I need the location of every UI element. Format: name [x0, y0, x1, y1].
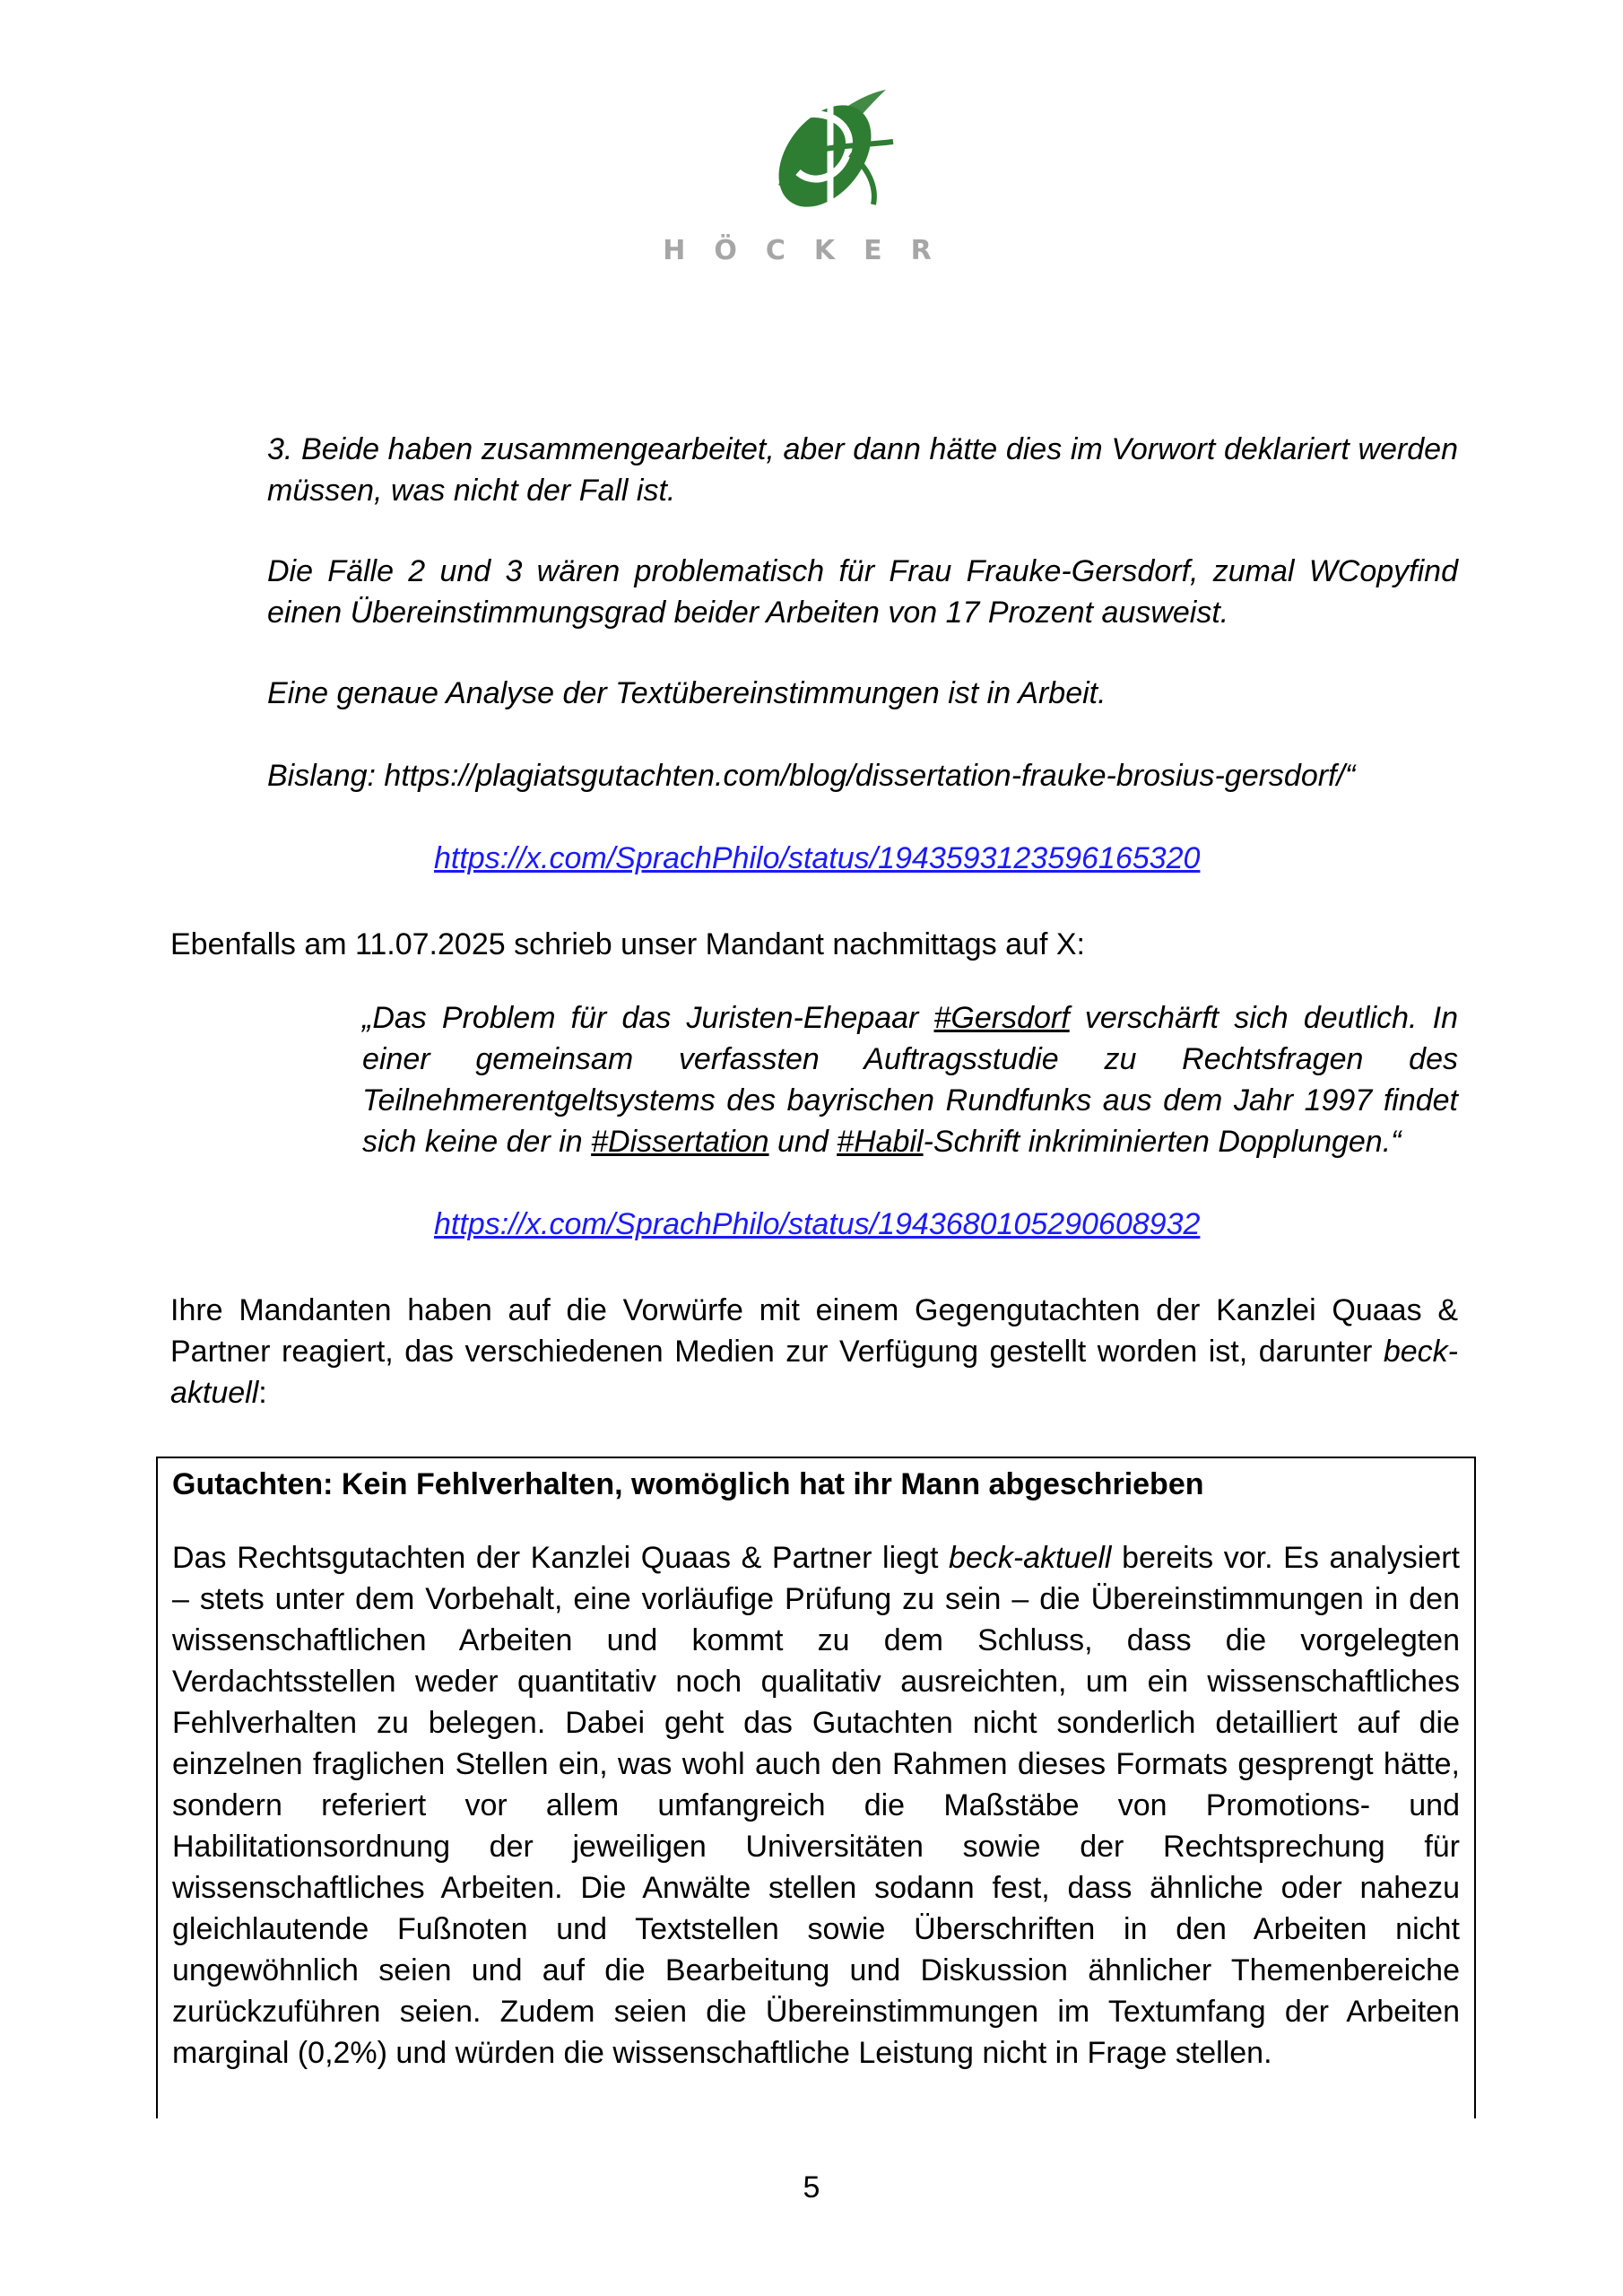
quote-point-3: 3. Beide haben zusammengearbeitet, aber dann hätte dies im Vorwort deklariert werden müssen, was nicht der Fall ist.	[267, 432, 1458, 508]
hashtag-dissertation[interactable]: #Dissertation	[591, 1125, 769, 1159]
quote-cases: Die Fälle 2 und 3 wären problematisch für Frau Frauke-Gersdorf, zumal WCopyfind einen Übereinstimmungsgrad beider Arbeiten von 17 Prozent ausweist.	[267, 554, 1458, 630]
hashtag-habil[interactable]: #Habil	[837, 1125, 924, 1159]
source-link-1[interactable]: https://x.com/SprachPhilo/status/1943593123596165320	[434, 841, 1201, 875]
quote-2: „Das Problem für das Juristen-Ehepaar #Gersdorf verschärft sich deutlich. In einer gemeinsam verfassten Auftragsstudie zu Rechtsfragen des Teilnehmerentgeltsystems des bayrischen Rundfunks aus dem Jahr 1997 findet sich keine der in #Dissertation und #Habil-Schrift inkriminierten Dopplungen.“	[362, 1001, 1458, 1159]
source-link-1-wrap	[434, 838, 1420, 879]
hoecker-logo-icon	[742, 79, 904, 222]
intro-text: Ebenfalls am 11.07.2025 schrieb unser Mandant nachmittags auf X:	[170, 927, 1085, 961]
excerpt-box	[156, 1457, 1476, 2118]
hashtag-gersdorf[interactable]: #Gersdorf	[933, 1001, 1070, 1035]
source-link-2-wrap	[434, 1204, 1420, 1245]
page-number: 5	[803, 2170, 820, 2205]
quote-analysis: Eine genaue Analyse der Textübereinstimmungen ist in Arbeit.	[267, 676, 1107, 710]
body-paragraph: Ihre Mandanten haben auf die Vorwürfe mit einem Gegengutachten der Kanzlei Quaas & Partner reagiert, das verschiedenen Medien zur Verfügung gestellt worden ist, darunter beck-aktuell:	[170, 1293, 1458, 1410]
source-link-2[interactable]: https://x.com/SprachPhilo/status/1943680105290608932	[434, 1207, 1201, 1241]
excerpt-title: Gutachten: Kein Fehlverhalten, womöglich hat ihr Mann abgeschrieben	[172, 1467, 1204, 1501]
brand-name: HÖCKER	[663, 235, 960, 266]
excerpt-body: Das Rechtsgutachten der Kanzlei Quaas & Partner liegt beck-aktuell bereits vor. Es analysiert – stets unter dem Vorbehalt, eine vorläufige Prüfung zu sein – die Übereinstimmungen in den wissenschaftlichen Arbeiten und kommt zu dem Schluss, dass die vorgelegten Verdachtsstellen weder quantitativ noch qualitativ ausreichten, um ein wissenschaftliches Fehlverhalten zu belegen. Dabei geht das Gutachten nicht sonderlich detailliert auf die einzelnen fraglichen Stellen ein, was wohl auch den Rahmen dieses Formats gesprengt hätte, sondern referiert vor allem umfangreich die Maßstäbe von Promotions- und Habilitationsordnung der jeweiligen Universitäten sowie der Rechtsprechung für wissenschaftliches Arbeiten. Die Anwälte stellen sodann fest, dass ähnliche oder nahezu gleichlautende Fußnoten und Textstellen sowie Überschriften in den Arbeiten nicht ungewöhnlich seien und auf die Bearbeitung und Diskussion ähnlicher Themenbereiche zurückzuführen seien. Zudem seien die Übereinstimmungen im Textumfang der Arbeiten marginal (0,2%) und würden die wissenschaftliche Leistung nicht in Frage stellen.	[172, 1541, 1461, 2070]
quote-bislang: Bislang: https://plagiatsgutachten.com/blog/dissertation-frauke-brosius-gersdorf/“	[267, 759, 1356, 793]
